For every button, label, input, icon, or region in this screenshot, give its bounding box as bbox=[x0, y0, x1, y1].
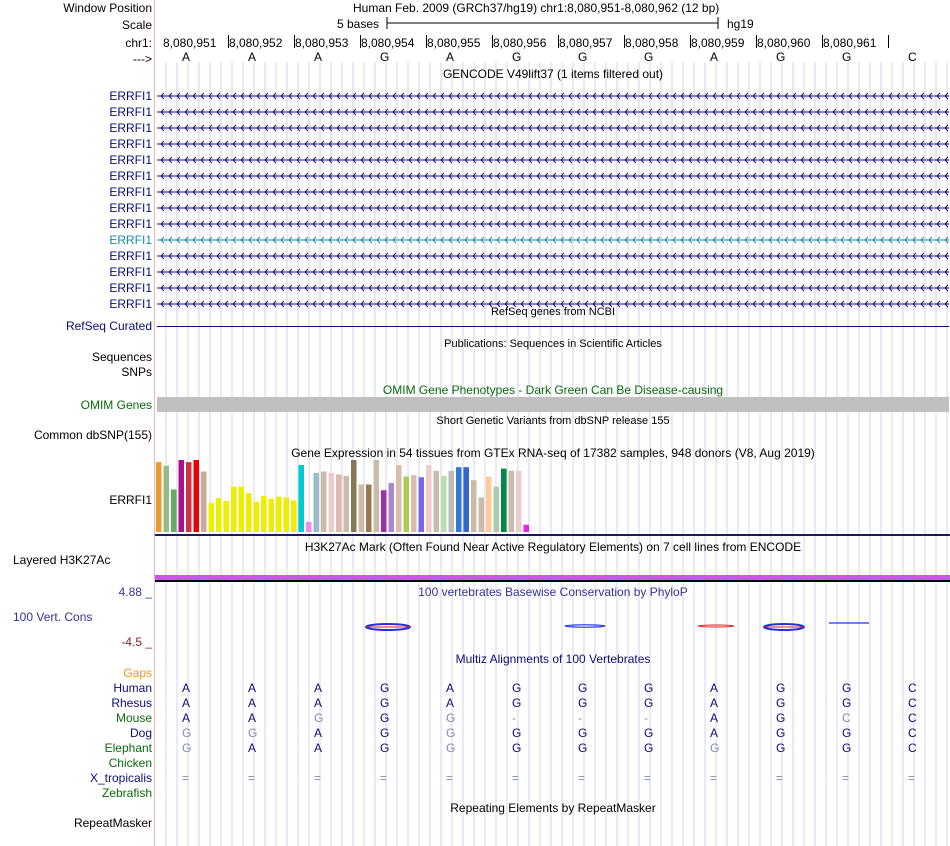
gtex-tissue-bar bbox=[396, 465, 402, 532]
gtex-tissue-bar bbox=[434, 471, 440, 532]
gencode-transcript-label[interactable]: ERRFI1 bbox=[109, 89, 152, 103]
gencode-transcript-line[interactable] bbox=[157, 204, 949, 212]
alignment-base: G bbox=[512, 681, 522, 695]
refseq-track-label[interactable]: RefSeq Curated bbox=[65, 319, 152, 333]
alignment-base: A bbox=[446, 696, 455, 710]
sequences-track-label[interactable]: Sequences bbox=[91, 350, 152, 364]
gtex-tissue-bar bbox=[201, 472, 207, 532]
gtex-tissue-bar bbox=[494, 487, 500, 532]
gtex-tissue-bar bbox=[246, 493, 252, 532]
gencode-transcript-line[interactable] bbox=[157, 172, 949, 180]
alignment-base: G bbox=[182, 741, 192, 755]
omim-track-label[interactable]: OMIM Genes bbox=[80, 398, 152, 412]
gtex-tissue-bar bbox=[479, 497, 485, 532]
gtex-tissue-bar bbox=[284, 497, 290, 532]
phylop-graph[interactable] bbox=[155, 615, 950, 635]
gencode-transcript-line[interactable] bbox=[157, 124, 949, 132]
alignment-base: A bbox=[314, 741, 323, 755]
gencode-transcript-label[interactable]: ERRFI1 bbox=[109, 169, 152, 183]
alignment-base: G bbox=[380, 741, 390, 755]
reference-base: G bbox=[842, 50, 852, 64]
ruler-position: 8,080,955 bbox=[427, 36, 481, 50]
refseq-gene-line[interactable] bbox=[157, 326, 949, 327]
label-divider bbox=[154, 0, 155, 846]
alignment-base: A bbox=[248, 741, 257, 755]
gtex-tissue-bar bbox=[366, 484, 372, 532]
gtex-tissue-bar bbox=[516, 471, 522, 532]
multiz-track-title: Multiz Alignments of 100 Vertebrates bbox=[455, 652, 651, 666]
gtex-tissue-bar bbox=[374, 460, 380, 532]
alignment-base: G bbox=[446, 711, 456, 725]
gencode-transcript-label[interactable]: ERRFI1 bbox=[109, 137, 152, 151]
gtex-tissue-bar bbox=[291, 500, 297, 532]
alignment-base: A bbox=[710, 726, 719, 740]
gtex-tissue-bar bbox=[239, 487, 245, 532]
alignment-base: A bbox=[710, 681, 719, 695]
alignment-base: G bbox=[842, 741, 852, 755]
alignment-base: = bbox=[710, 771, 718, 785]
gencode-track-title: GENCODE V49lift37 (1 items filtered out) bbox=[442, 67, 664, 81]
scale-label: Scale bbox=[121, 18, 152, 32]
reference-base: G bbox=[644, 50, 654, 64]
alignment-base: G bbox=[578, 741, 588, 755]
ruler-position: 8,080,958 bbox=[625, 36, 679, 50]
alignment-base: = bbox=[578, 771, 586, 785]
gtex-tissue-bar bbox=[329, 473, 335, 532]
reference-base: G bbox=[578, 50, 588, 64]
alignment-base: G bbox=[776, 681, 786, 695]
species-label[interactable]: Human bbox=[113, 681, 152, 695]
h3k27ac-track-title: H3K27Ac Mark (Often Found Near Active Regulatory Elements) on 7 cell lines from ENCODE bbox=[304, 540, 802, 554]
alignment-base: C bbox=[842, 711, 851, 725]
gencode-transcript-line[interactable] bbox=[157, 284, 949, 292]
alignment-base: G bbox=[710, 741, 720, 755]
alignment-base: A bbox=[446, 681, 455, 695]
gtex-bar-graph[interactable] bbox=[155, 460, 950, 538]
ruler-position: 8,080,953 bbox=[295, 36, 349, 50]
ruler-tick bbox=[888, 35, 889, 48]
gtex-tissue-bar bbox=[231, 487, 237, 532]
gtex-tissue-bar bbox=[344, 476, 350, 532]
alignment-base: G bbox=[776, 711, 786, 725]
alignment-base: G bbox=[578, 726, 588, 740]
alignment-base: G bbox=[314, 711, 324, 725]
gtex-tissue-bar bbox=[501, 469, 507, 532]
repeatmasker-track-title: Repeating Elements by RepeatMasker bbox=[450, 801, 656, 815]
gtex-tissue-bar bbox=[524, 525, 530, 532]
gtex-tissue-bar bbox=[156, 462, 162, 532]
gencode-transcript-label[interactable]: ERRFI1 bbox=[109, 297, 152, 311]
gtex-tissue-bar bbox=[419, 477, 425, 532]
gtex-tissue-bar bbox=[389, 483, 395, 532]
refseq-track-title: RefSeq genes from NCBI bbox=[490, 306, 616, 318]
strand-label: ---> bbox=[133, 52, 152, 66]
scale-text: 5 bases bbox=[337, 17, 380, 31]
alignment-base: G bbox=[578, 696, 588, 710]
gtex-tissue-bar bbox=[314, 473, 320, 532]
gtex-tissue-bar bbox=[456, 467, 462, 532]
gtex-tissue-bar bbox=[216, 498, 222, 532]
gtex-tissue-bar bbox=[254, 502, 260, 532]
gtex-tissue-bar bbox=[404, 477, 410, 532]
alignment-base: A bbox=[314, 696, 323, 710]
alignment-base: = bbox=[842, 771, 850, 785]
species-label[interactable]: Dog bbox=[129, 726, 152, 740]
gencode-transcript-label[interactable]: ERRFI1 bbox=[109, 265, 152, 279]
alignment-base: G bbox=[776, 741, 786, 755]
alignment-base: G bbox=[380, 696, 390, 710]
ruler-position: 8,080,954 bbox=[361, 36, 415, 50]
reference-base: A bbox=[710, 50, 719, 64]
window-position-label: Window Position bbox=[63, 1, 152, 15]
species-label[interactable]: Rhesus bbox=[111, 696, 152, 710]
alignment-base: A bbox=[182, 696, 191, 710]
gencode-transcript-label[interactable]: ERRFI1 bbox=[109, 281, 152, 295]
ruler-position: 8,080,960 bbox=[757, 36, 811, 50]
gtex-track-label[interactable]: ERRFI1 bbox=[109, 493, 152, 507]
alignment-base: C bbox=[908, 696, 917, 710]
gtex-tissue-bar bbox=[321, 472, 327, 532]
gtex-tissue-bar bbox=[276, 497, 282, 532]
gencode-transcript-line[interactable] bbox=[157, 268, 949, 276]
alignment-base: G bbox=[842, 681, 852, 695]
chrom-label: chr1: bbox=[125, 36, 152, 50]
omim-track-title: OMIM Gene Phenotypes - Dark Green Can Be Disease-causing bbox=[382, 383, 724, 397]
phylop-min-label: -4.5 _ bbox=[121, 635, 152, 649]
gencode-transcript-label[interactable]: ERRFI1 bbox=[109, 217, 152, 231]
alignment-base: = bbox=[446, 771, 454, 785]
species-label[interactable]: Zebrafish bbox=[101, 786, 152, 800]
gencode-transcript-label[interactable]: ERRFI1 bbox=[109, 153, 152, 167]
alignment-base: - bbox=[644, 711, 648, 725]
reference-base: A bbox=[248, 50, 257, 64]
species-label[interactable]: Mouse bbox=[115, 711, 152, 725]
gencode-transcript-label[interactable]: ERRFI1 bbox=[109, 233, 152, 247]
dbsnp-track-label[interactable]: Common dbSNP(155) bbox=[33, 428, 152, 442]
gencode-transcript-label[interactable]: ERRFI1 bbox=[109, 185, 152, 199]
gencode-transcript-line[interactable] bbox=[157, 220, 949, 228]
alignment-base: G bbox=[644, 681, 654, 695]
gencode-transcript-line[interactable] bbox=[157, 140, 949, 148]
alignment-base: - bbox=[512, 711, 516, 725]
gtex-tissue-bar bbox=[441, 476, 447, 532]
alignment-base: C bbox=[908, 711, 917, 725]
gtex-tissue-bar bbox=[224, 501, 230, 532]
gencode-transcript-line[interactable] bbox=[157, 92, 949, 100]
alignment-base: G bbox=[644, 741, 654, 755]
h3k27ac-track-label[interactable]: Layered H3K27Ac bbox=[13, 553, 111, 567]
alignment-base: A bbox=[710, 711, 719, 725]
reference-base: A bbox=[314, 50, 323, 64]
gencode-transcript-label[interactable]: ERRFI1 bbox=[109, 249, 152, 263]
alignment-base: A bbox=[248, 696, 257, 710]
alignment-base: G bbox=[512, 741, 522, 755]
alignment-base: A bbox=[314, 726, 323, 740]
gtex-tissue-bar bbox=[261, 496, 267, 532]
species-label[interactable]: X_tropicalis bbox=[89, 771, 152, 785]
gencode-transcript-line[interactable] bbox=[157, 188, 949, 196]
alignment-base: G bbox=[380, 711, 390, 725]
gencode-transcript-line[interactable] bbox=[157, 236, 949, 244]
gtex-tissue-bar bbox=[509, 471, 515, 532]
alignment-base: C bbox=[908, 741, 917, 755]
alignment-base: A bbox=[248, 681, 257, 695]
alignment-base: = bbox=[314, 771, 322, 785]
species-label[interactable]: Elephant bbox=[104, 741, 152, 755]
alignment-base: G bbox=[512, 696, 522, 710]
alignment-base: G bbox=[512, 726, 522, 740]
gtex-tissue-bar bbox=[336, 474, 342, 532]
alignment-base: = bbox=[182, 771, 190, 785]
gtex-tissue-bar bbox=[306, 522, 312, 532]
alignment-base: A bbox=[182, 711, 191, 725]
gtex-tissue-bar bbox=[486, 477, 492, 532]
reference-base: G bbox=[512, 50, 522, 64]
ruler-position: 8,080,951 bbox=[163, 36, 217, 50]
alignment-base: G bbox=[776, 696, 786, 710]
scale-bar bbox=[385, 16, 721, 30]
gtex-tissue-bar bbox=[171, 490, 177, 532]
gencode-transcript-label[interactable]: ERRFI1 bbox=[109, 121, 152, 135]
gtex-tissue-bar bbox=[449, 471, 455, 532]
reference-base: C bbox=[908, 50, 917, 64]
alignment-base: = bbox=[776, 771, 784, 785]
phylop-track-title: 100 vertebrates Basewise Conservation by PhyloP bbox=[418, 585, 688, 599]
gtex-tissue-bar bbox=[269, 499, 275, 532]
assembly-position-text: Human Feb. 2009 (GRCh37/hg19) chr1:8,080,951-8,080,962 (12 bp) bbox=[353, 1, 720, 15]
alignment-base: = bbox=[248, 771, 256, 785]
alignment-base: G bbox=[842, 726, 852, 740]
ruler-position: 8,080,959 bbox=[691, 36, 745, 50]
phylop-max-label: 4.88 _ bbox=[118, 585, 152, 599]
alignment-base: G bbox=[248, 726, 258, 740]
db-text: hg19 bbox=[727, 17, 754, 31]
species-label[interactable]: Chicken bbox=[108, 756, 152, 770]
alignment-base: G bbox=[182, 726, 192, 740]
gtex-tissue-bar bbox=[179, 460, 185, 532]
snps-track-label[interactable]: SNPs bbox=[121, 365, 152, 379]
alignment-base: G bbox=[380, 726, 390, 740]
gtex-tissue-bar bbox=[411, 475, 417, 532]
ruler-position: 8,080,957 bbox=[559, 36, 613, 50]
ruler-position: 8,080,956 bbox=[493, 36, 547, 50]
gtex-tissue-bar bbox=[464, 467, 470, 532]
gtex-track-title: Gene Expression in 54 tissues from GTEx RNA-seq of 17382 samples, 948 donors (V8, Aug 2019) bbox=[291, 446, 815, 460]
alignment-base: C bbox=[908, 681, 917, 695]
alignment-base: - bbox=[578, 711, 582, 725]
publications-track-title: Publications: Sequences in Scientific Articles bbox=[444, 338, 662, 350]
phylop-track-label[interactable]: 100 Vert. Cons bbox=[13, 610, 93, 624]
gencode-transcript-line[interactable] bbox=[157, 156, 949, 164]
gtex-tissue-bar bbox=[186, 462, 192, 532]
dbsnp-track-title: Short Genetic Variants from dbSNP release 155 bbox=[436, 415, 670, 427]
omim-gene-bar[interactable] bbox=[157, 397, 949, 412]
alignment-base: = bbox=[908, 771, 916, 785]
alignment-base: G bbox=[842, 696, 852, 710]
reference-base: G bbox=[776, 50, 786, 64]
gencode-transcript-label[interactable]: ERRFI1 bbox=[109, 105, 152, 119]
alignment-base: A bbox=[314, 681, 323, 695]
alignment-base: A bbox=[710, 696, 719, 710]
gtex-tissue-bar bbox=[209, 503, 215, 532]
gtex-tissue-bar bbox=[359, 484, 365, 532]
gtex-tissue-bar bbox=[381, 490, 387, 532]
reference-base: A bbox=[182, 50, 191, 64]
alignment-base: G bbox=[578, 681, 588, 695]
alignment-base: = bbox=[380, 771, 388, 785]
alignment-base: G bbox=[644, 696, 654, 710]
ruler-position: 8,080,961 bbox=[823, 36, 877, 50]
alignment-base: C bbox=[908, 726, 917, 740]
gtex-tissue-bar bbox=[299, 465, 305, 532]
gtex-tissue-bar bbox=[426, 465, 432, 532]
gencode-transcript-line[interactable] bbox=[157, 108, 949, 116]
gtex-tissue-bar bbox=[471, 480, 477, 532]
alignment-base: = bbox=[644, 771, 652, 785]
alignment-base: G bbox=[644, 726, 654, 740]
alignment-base: = bbox=[512, 771, 520, 785]
alignment-base: G bbox=[776, 726, 786, 740]
gencode-transcript-line[interactable] bbox=[157, 252, 949, 260]
gaps-label: Gaps bbox=[123, 666, 152, 680]
reference-base: A bbox=[446, 50, 455, 64]
repeatmasker-track-label[interactable]: RepeatMasker bbox=[73, 816, 152, 830]
alignment-base: G bbox=[380, 681, 390, 695]
alignment-base: A bbox=[182, 681, 191, 695]
gtex-tissue-bar bbox=[164, 466, 170, 532]
ruler-position: 8,080,952 bbox=[229, 36, 283, 50]
h3k27ac-baseline bbox=[155, 580, 950, 582]
reference-base: G bbox=[380, 50, 390, 64]
gtex-tissue-bar bbox=[194, 460, 200, 532]
alignment-base: G bbox=[446, 741, 456, 755]
gtex-tissue-bar bbox=[351, 460, 357, 532]
alignment-base: G bbox=[446, 726, 456, 740]
gtex-baseline bbox=[155, 534, 950, 536]
alignment-base: A bbox=[248, 711, 257, 725]
gencode-transcript-label[interactable]: ERRFI1 bbox=[109, 201, 152, 215]
